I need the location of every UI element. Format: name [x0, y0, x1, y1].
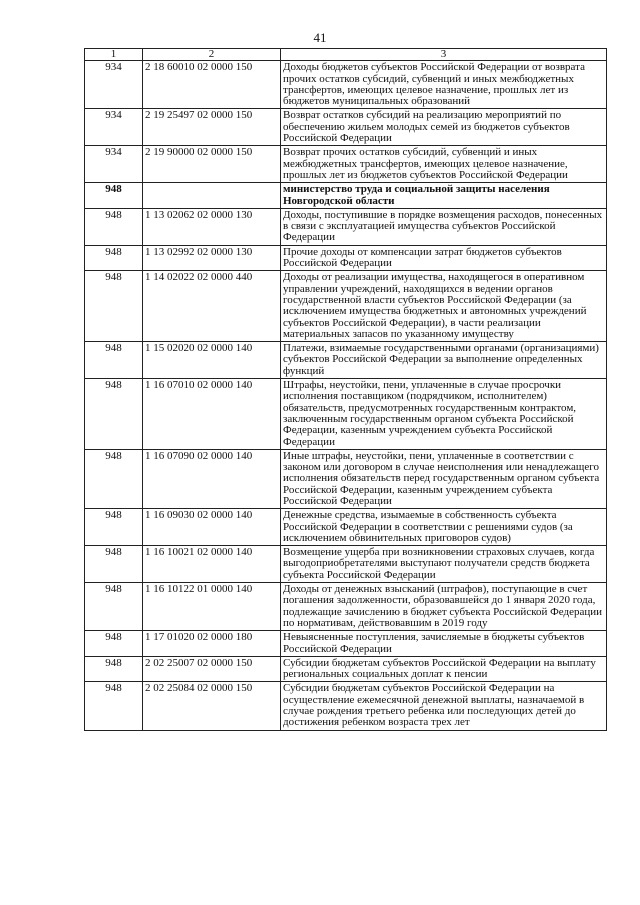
- budget-code-cell: 1 13 02992 02 0000 130: [143, 245, 281, 271]
- admin-code-cell: 948: [85, 546, 143, 583]
- table-row: [85, 208, 607, 245]
- description-cell: Доходы бюджетов субъектов Российской Федерации от возврата прочих остатков субсидий, субвенций и иных межбюджетных трансфертов, имеющих целевое назначение, прошлых лет из бюджетов муниципальных образований: [281, 61, 607, 109]
- table-header-row: [85, 49, 607, 61]
- description-cell: Возврат остатков субсидий на реализацию мероприятий по обеспечению жильем молодых семей из бюджетов субъектов Российской Федерации: [281, 109, 607, 146]
- description-cell: Возврат прочих остатков субсидий, субвенций и иных межбюджетных трансфертов, имеющих целевое назначение, прошлых лет из бюджетов субъектов Российской Федерации: [281, 146, 607, 183]
- table-row: [85, 546, 607, 583]
- budget-code-cell: 2 02 25084 02 0000 150: [143, 682, 281, 730]
- description-cell: Платежи, взимаемые государственными органами (организациями) субъектов Российской Федерации за выполнение определенных функций: [281, 342, 607, 379]
- budget-code-cell: 1 16 10021 02 0000 140: [143, 546, 281, 583]
- admin-code-cell: 948: [85, 583, 143, 631]
- description-cell: Субсидии бюджетам субъектов Российской Федерации на осуществление ежемесячной денежной выплаты, назначаемой в случае рождения третьего ребенка или последующих детей до достижения ребенком возраста трех лет: [281, 682, 607, 730]
- table-row: [85, 631, 607, 657]
- admin-code-cell: 948: [85, 342, 143, 379]
- budget-code-cell: [143, 183, 281, 209]
- budget-code-cell: 1 16 07010 02 0000 140: [143, 379, 281, 450]
- budget-code-cell: 1 14 02022 02 0000 440: [143, 271, 281, 342]
- budget-code-cell: 1 13 02062 02 0000 130: [143, 208, 281, 245]
- table-row: [85, 245, 607, 271]
- table-row: [85, 682, 607, 730]
- description-cell: Денежные средства, изымаемые в собственность субъекта Российской Федерации в соответствии с решениями судов (за исключением обвинительных приговоров судов): [281, 509, 607, 546]
- description-cell: Субсидии бюджетам субъектов Российской Федерации на выплату региональных социальных доплат к пенсии: [281, 656, 607, 682]
- description-cell: Прочие доходы от компенсации затрат бюджетов субъектов Российской Федерации: [281, 245, 607, 271]
- description-cell: министерство труда и социальной защиты населения Новгородской области: [281, 183, 607, 209]
- page-number: 41: [313, 30, 327, 45]
- admin-code-cell: 948: [85, 631, 143, 657]
- table-row: [85, 109, 607, 146]
- budget-revenue-table: [84, 48, 607, 731]
- column-header: 2: [143, 49, 281, 61]
- admin-code-cell: 934: [85, 146, 143, 183]
- table-row: [85, 342, 607, 379]
- budget-code-cell: 2 18 60010 02 0000 150: [143, 61, 281, 109]
- table-row: [85, 449, 607, 508]
- admin-code-cell: 948: [85, 656, 143, 682]
- budget-code-cell: 1 16 09030 02 0000 140: [143, 509, 281, 546]
- table-row: [85, 583, 607, 631]
- description-cell: Доходы, поступившие в порядке возмещения расходов, понесенных в связи с эксплуатацией имущества субъектов Российской Федерации: [281, 208, 607, 245]
- table-row: [85, 379, 607, 450]
- description-cell: Иные штрафы, неустойки, пени, уплаченные в соответствии с законом или договором в случае неисполнения или ненадлежащего исполнения обязательств перед государственным органом субъекта Российской Федерации, казенным учреждением субъекта Российской Федерации: [281, 449, 607, 508]
- table-row: [85, 183, 607, 209]
- admin-code-cell: 934: [85, 61, 143, 109]
- budget-code-cell: 1 15 02020 02 0000 140: [143, 342, 281, 379]
- admin-code-cell: 948: [85, 183, 143, 209]
- description-cell: Возмещение ущерба при возникновении страховых случаев, когда выгодоприобретателями выступают получатели средств бюджета субъекта Российской Федерации: [281, 546, 607, 583]
- admin-code-cell: 948: [85, 271, 143, 342]
- table-row: [85, 509, 607, 546]
- description-cell: Невыясненные поступления, зачисляемые в бюджеты субъектов Российской Федерации: [281, 631, 607, 657]
- table-row: [85, 146, 607, 183]
- admin-code-cell: 934: [85, 109, 143, 146]
- table-row: [85, 656, 607, 682]
- column-header: 3: [281, 49, 607, 61]
- budget-code-cell: 2 19 25497 02 0000 150: [143, 109, 281, 146]
- admin-code-cell: 948: [85, 682, 143, 730]
- description-cell: Доходы от денежных взысканий (штрафов), поступающие в счет погашения задолженности, образовавшейся до 1 января 2020 года, подлежащие зачислению в бюджет субъекта Российской Федерации по нормативам, действовавшим в 2019 году: [281, 583, 607, 631]
- budget-code-cell: 2 02 25007 02 0000 150: [143, 656, 281, 682]
- description-cell: Штрафы, неустойки, пени, уплаченные в случае просрочки исполнения поставщиком (подрядчиком, исполнителем) обязательств, предусмотренных государственным контрактом, заключенным государственным органом субъекта Российской Федерации, казенным учреждением субъекта Российской Федерации: [281, 379, 607, 450]
- table-row: [85, 61, 607, 109]
- budget-code-cell: 1 17 01020 02 0000 180: [143, 631, 281, 657]
- description-cell: Доходы от реализации имущества, находящегося в оперативном управлении учреждений, находящихся в ведении органов государственной власти субъектов Российской Федерации (за исключением имущества бюджетных и автономных учреждений субъектов Российской Федерации), в части реализации материальных запасов по указанному имуществу: [281, 271, 607, 342]
- column-header: 1: [85, 49, 143, 61]
- admin-code-cell: 948: [85, 449, 143, 508]
- budget-code-cell: 2 19 90000 02 0000 150: [143, 146, 281, 183]
- budget-code-cell: 1 16 07090 02 0000 140: [143, 449, 281, 508]
- admin-code-cell: 948: [85, 509, 143, 546]
- table-row: [85, 271, 607, 342]
- admin-code-cell: 948: [85, 379, 143, 450]
- admin-code-cell: 948: [85, 208, 143, 245]
- admin-code-cell: 948: [85, 245, 143, 271]
- budget-code-cell: 1 16 10122 01 0000 140: [143, 583, 281, 631]
